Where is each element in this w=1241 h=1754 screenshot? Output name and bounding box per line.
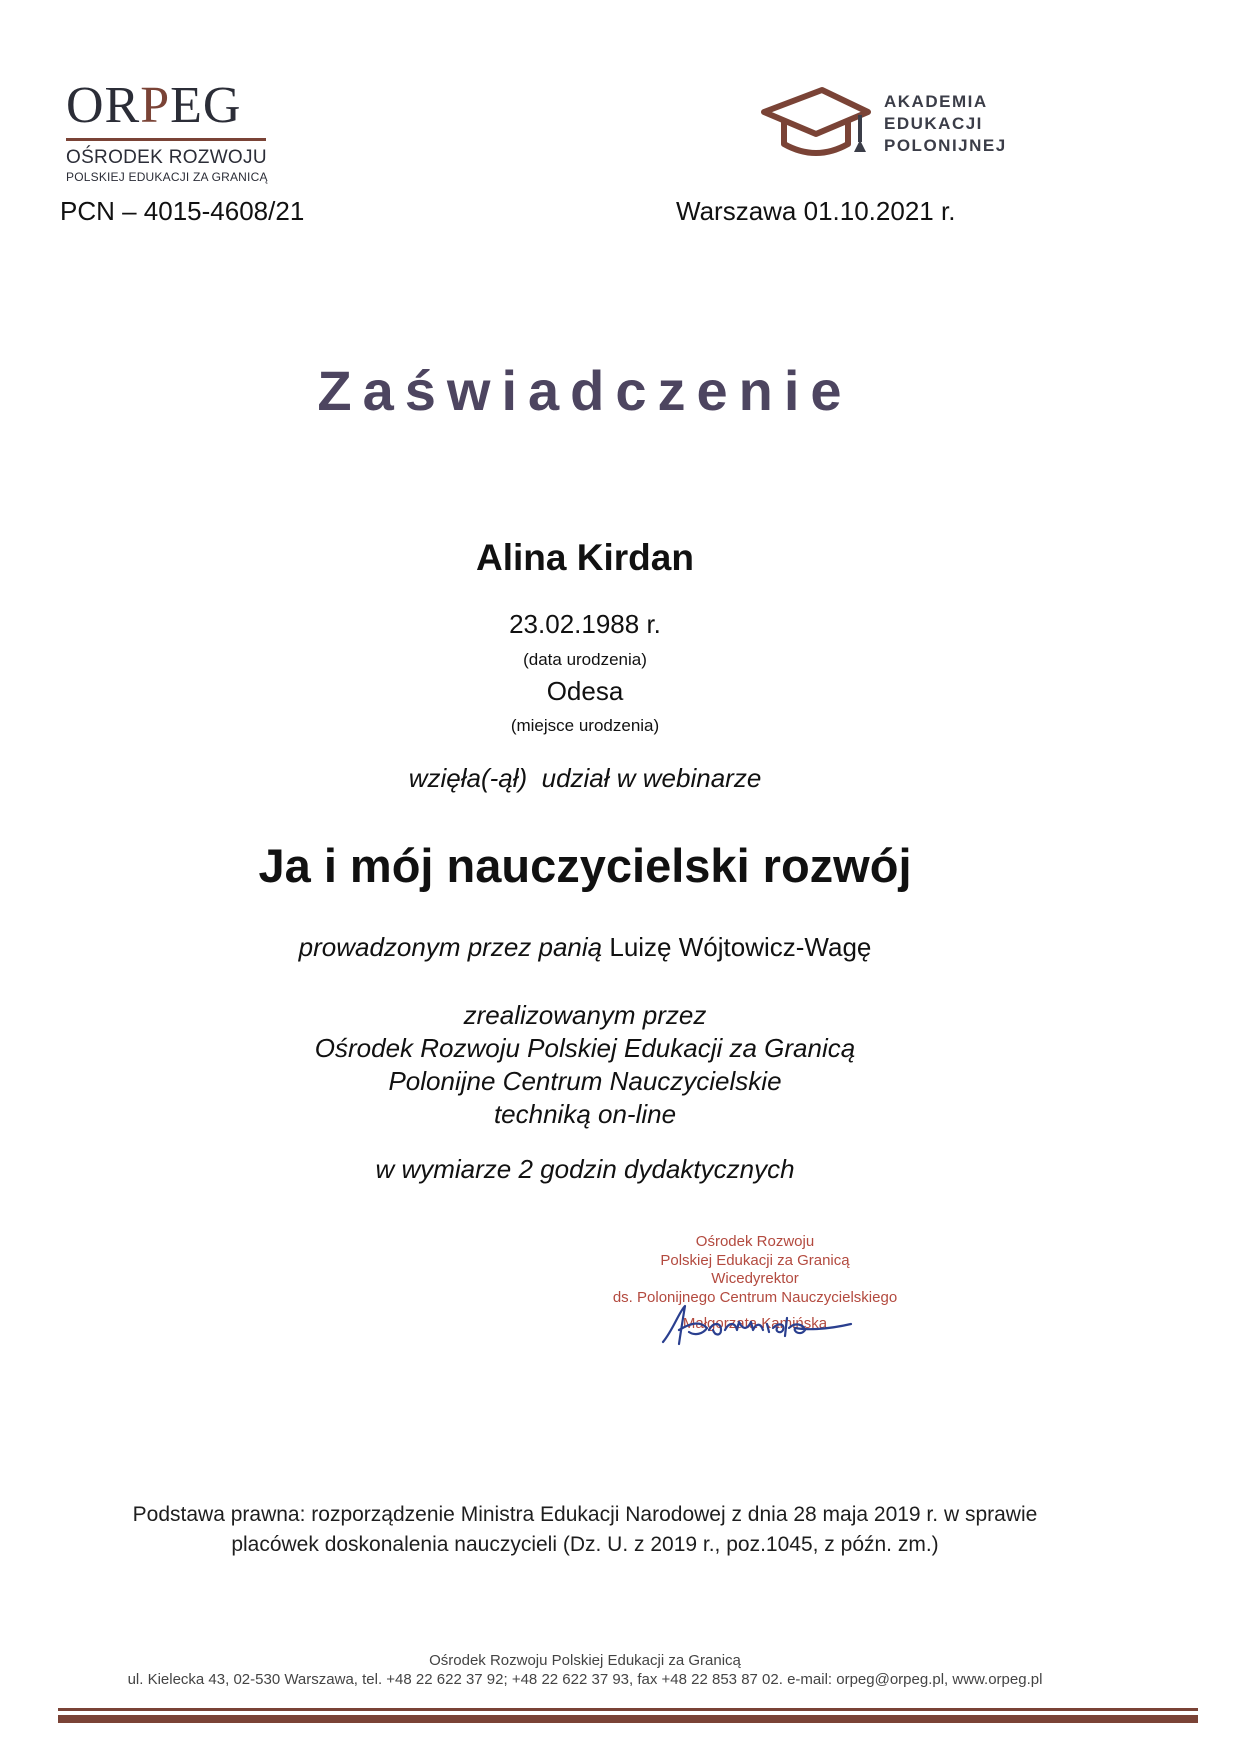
signature-icon (655, 1300, 895, 1350)
organizer-block (0, 999, 1170, 1131)
certificate-title: Zaświadczenie (317, 359, 853, 422)
akademia-logo (756, 86, 1036, 166)
orpeg-logo-line1: OŚRODEK ROZWOJU (66, 147, 267, 168)
organization-name: Ośrodek Rozwoju Polskiej Edukacji za Granicą (314, 1033, 856, 1063)
footer-divider (58, 1715, 1198, 1723)
orpeg-logo-line2: POLSKIEJ EDUKACJI ZA GRANICĄ (66, 170, 268, 184)
stamp-line: Polskiej Edukacji za Granicą (660, 1251, 850, 1269)
stamp-line: Ośrodek Rozwoju (695, 1233, 815, 1250)
orpeg-logo-wordmark: ORPEG (66, 77, 242, 134)
legal-basis-line: Podstawa prawna: rozporządzenie Ministra Edukacji Narodowej z dnia 28 maja 2019 r. w sprawie (132, 1503, 1038, 1526)
birth-date: 23.02.1988 r. (509, 609, 661, 639)
orpeg-logo-rule (66, 138, 266, 141)
akademia-logo-text (884, 91, 1007, 157)
footer-contact: ul. Kielecka 43, 02-530 Warszawa, tel. +48 22 622 37 92; +48 22 622 37 93, fax +48 22 853 87 02. e-mail: orpeg@orpeg.pl, www.orpeg.pl (127, 1671, 1043, 1688)
webinar-title: Ja i mój nauczycielski rozwój (258, 839, 912, 892)
stamp-line: Małgorzata Kamińska (682, 1315, 828, 1332)
footer-divider (58, 1708, 1198, 1711)
technique: techniką on-line (493, 1099, 677, 1129)
stamp-line: ds. Polonijnego Centrum Nauczycielskiego (612, 1288, 898, 1306)
led-by-prefix: prowadzonym przez panią (298, 932, 603, 962)
legal-basis (0, 1500, 1170, 1560)
place-date: Warszawa 01.10.2021 r. (676, 196, 956, 226)
realized-by: zrealizowanym przez (463, 1000, 707, 1030)
document-number: PCN – 4015-4608/21 (60, 196, 305, 226)
birth-place: Odesa (546, 676, 624, 706)
akademia-logo-line: POLONIJNEJ (884, 136, 1007, 155)
center-name: Polonijne Centrum Nauczycielskie (388, 1066, 782, 1096)
graduation-cap-icon (756, 86, 876, 166)
akademia-logo-line: EDUKACJI (884, 114, 983, 133)
birth-place-label: (miejsce urodzenia) (510, 716, 660, 735)
stamp-line: Wicedyrektor (711, 1270, 799, 1287)
birth-date-label: (data urodzenia) (523, 650, 647, 669)
hours-text: w wymiarze 2 godzin dydaktycznych (375, 1154, 795, 1184)
orpeg-logo (66, 77, 276, 185)
participant-name: Alina Kirdan (476, 537, 694, 578)
akademia-logo-line: AKADEMIA (884, 92, 988, 111)
participation-text: wzięła(-ął) udział w webinarze (408, 763, 762, 793)
legal-basis-line: placówek doskonalenia nauczycieli (Dz. U. z 2019 r., poz.1045, z późn. zm.) (231, 1533, 939, 1556)
led-by-name: Luizę Wójtowicz-Wagę (609, 932, 872, 962)
footer-organization: Ośrodek Rozwoju Polskiej Edukacji za Granicą (429, 1652, 741, 1669)
led-by (0, 932, 1170, 963)
